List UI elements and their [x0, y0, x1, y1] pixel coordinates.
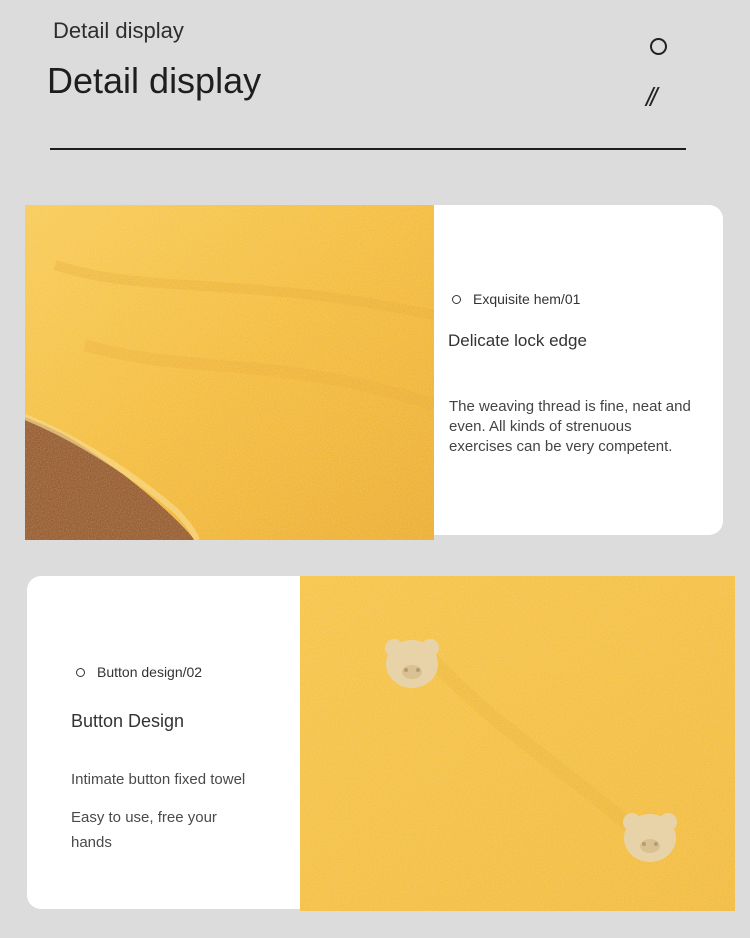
circle-ring-icon [650, 38, 667, 55]
hem-photo [25, 205, 434, 540]
section-tag-label: Exquisite hem/01 [473, 291, 581, 307]
double-slash-decoration: // [646, 82, 655, 112]
yellow-fleece-hem-photo-icon [25, 205, 434, 540]
yellow-fleece-bear-button-photo-icon [300, 576, 735, 911]
section-tag-button [76, 664, 202, 680]
header-divider [50, 148, 686, 150]
section-line-easy-to-use: Easy to use, free your hands [71, 809, 217, 851]
header-large-title: Detail display [47, 60, 262, 101]
section-heading-hem: Delicate lock edge [448, 331, 587, 350]
section-tag-label: Button design/02 [97, 664, 203, 680]
button-photo [300, 576, 735, 911]
bullet-circle-icon [76, 668, 85, 677]
section-line-fixed-towel: Intimate button fixed towel [71, 771, 246, 788]
header-small-title: Detail display [53, 18, 184, 43]
section-description-hem: The weaving thread is fine, neat and even. All kinds of strenuous exercises can be very competent. [449, 398, 691, 455]
section-tag-hem [452, 291, 580, 307]
section-heading-button: Button Design [71, 711, 185, 731]
bullet-circle-icon [452, 295, 461, 304]
